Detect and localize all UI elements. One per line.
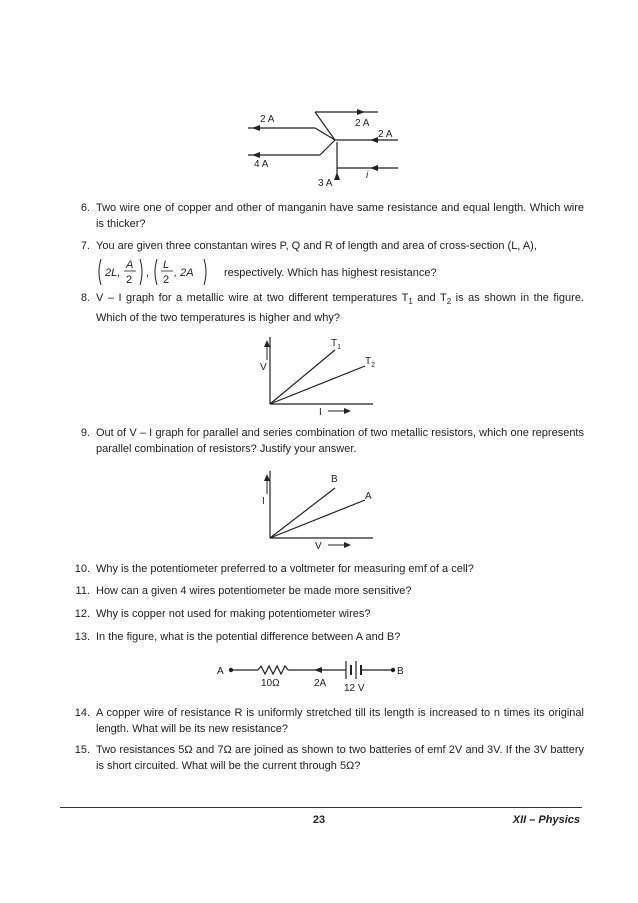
question-text: Why is the potentiometer preferred to a voltmeter for measuring emf of a cell? [96,563,474,575]
question-13 [64,629,584,645]
question-7-tail: respectively. Which has highest resistance? [224,267,437,279]
question-number: 7. [80,240,90,252]
junction-label-2: 2 A [355,118,370,129]
question-text: Why is copper not used for making potentiometer wires? [96,608,371,620]
question-text: In the figure, what is the potential difference between A and B? [96,631,401,643]
question-8 [64,290,584,324]
iv-y-label: I [262,496,265,507]
question-number: 6. [80,202,90,214]
vi-graph [255,332,385,422]
q8-part2: and T [412,292,447,304]
question-number: 14. [74,707,90,719]
junction-label-5: 3 A [318,178,333,189]
question-number: 9. [80,427,90,439]
q8-part3: is as shown in the figure. Which of the two temperatures is higher and why? [96,292,584,325]
circuit-node-a: A [217,666,224,677]
vi-line-t2: $T_2$ [365,356,376,369]
question-14 [64,705,584,739]
junction-label-4: 4 A [254,159,269,170]
circuit-node-b: B [397,666,404,677]
junction-diagram [240,100,410,195]
frac1-prefix: 2L, [105,267,121,279]
question-7 [64,238,584,288]
footer-rule [60,807,582,808]
frac1-den: 2 [126,274,133,286]
q8-sub2: 2 [446,297,452,307]
question-number: 15. [74,744,90,756]
circuit-emf-label: 12 V [344,683,365,694]
q8-part1: V – I graph for a metallic wire at two different temperatures T [96,292,409,304]
frac2-den: 2 [163,274,170,286]
question-text: You are given three constantan wires P, Q and R of length and area of cross-section (L, A), [96,240,537,252]
question-number: 13. [74,631,90,643]
question-15 [64,742,584,776]
frac2-suffix: , 2A [174,267,194,279]
iv-graph [255,466,385,556]
junction-label-1: 2 A [260,114,275,125]
question-9 [64,425,584,459]
fraction-2 [152,256,214,288]
circuit-diagram [210,656,430,696]
fraction-expression [96,256,536,288]
question-text: A copper wire of resistance R is uniformly stretched till its length is increased to n times its original length. What will be its new resistance? [96,707,584,735]
iv-x-label: V [315,541,322,552]
question-text: Out of V – I graph for parallel and series combination of two metallic resistors, which one represents parallel combination of resistors? Justify your answer. [96,427,584,455]
question-number: 12. [74,608,90,620]
question-12 [64,606,584,622]
question-number: 10. [74,563,90,575]
vi-y-label: V [260,362,267,373]
question-text: Two resistances 5Ω and 7Ω are joined as shown to two batteries of emf 2V and 3V. If the 3V battery is short circuited. What will be the current through 5Ω? [96,744,584,772]
frac2-num: L [163,259,170,271]
question-number: 8. [80,292,90,304]
question-text: Two wire one of copper and other of manganin have same resistance and equal length. Which wire is thicker? [96,202,584,230]
page-number: 23 [312,814,326,826]
fraction-separator: , [146,267,150,279]
question-11 [64,583,584,599]
fraction-1 [96,256,148,288]
question-text [96,290,584,326]
iv-line-a: A [365,491,372,502]
junction-label-6: i [366,170,369,181]
vi-line-t1: $T_1$ [331,338,342,351]
vi-x-label: I [319,407,322,418]
question-6 [64,200,584,234]
question-text: How can a given 4 wires potentiometer be made more sensitive? [96,585,412,597]
iv-line-b: B [331,474,338,485]
circuit-resistor-label: 10Ω [261,678,280,689]
q8-sub1: 1 [408,297,413,307]
question-10 [64,561,584,577]
question-number: 11. [75,585,90,597]
circuit-current-label: 2A [314,678,327,689]
frac1-num: A [126,259,134,271]
footer-subject: XII – Physics [512,814,580,826]
junction-label-3: 2 A [378,129,393,140]
